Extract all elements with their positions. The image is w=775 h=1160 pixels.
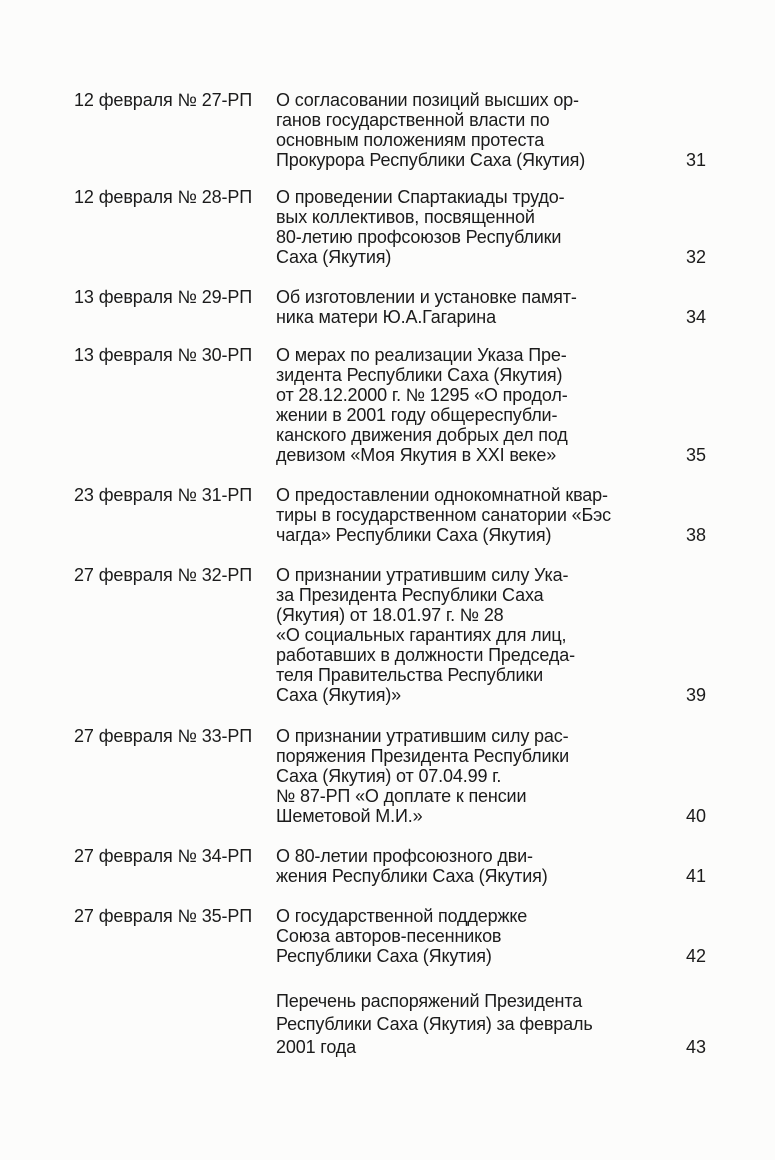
page-number: 43 xyxy=(685,1037,706,1057)
title-line: № 87-РП «О доплате к пенсии xyxy=(276,786,527,806)
title-line: (Якутия) от 18.01.97 г. № 28 xyxy=(276,605,504,625)
page-number: 34 xyxy=(685,307,706,327)
title-line: девизом «Моя Якутия в XXI веке» xyxy=(276,445,557,465)
title-line: Перечень распоряжений Президента xyxy=(276,991,583,1011)
title-line: Шеметовой М.И.» xyxy=(276,806,423,826)
title-line: ганов государственной власти по xyxy=(276,110,550,130)
title-line: от 28.12.2000 г. № 1295 «О продол- xyxy=(276,385,568,405)
entry-date: 27 февраля № 33-РП xyxy=(74,726,253,746)
title-line: за Президента Республики Саха xyxy=(276,585,544,605)
entry-title xyxy=(276,726,656,826)
title-line: канского движения добрых дел под xyxy=(276,425,568,445)
entry-title xyxy=(276,187,656,267)
entry-date: 27 февраля № 35-РП xyxy=(74,906,253,926)
title-line: Республики Саха (Якутия) xyxy=(276,946,492,966)
title-line: зидента Республики Саха (Якутия) xyxy=(276,365,563,385)
title-line: О 80-летии профсоюзного дви- xyxy=(276,846,533,866)
page-number: 40 xyxy=(685,806,706,826)
page-number: 42 xyxy=(685,946,706,966)
entry-date: 13 февраля № 29-РП xyxy=(74,287,253,307)
title-line: Саха (Якутия)» xyxy=(276,685,402,705)
page-number: 31 xyxy=(685,150,706,170)
entry-title xyxy=(276,287,656,327)
entry-title xyxy=(276,565,656,705)
title-line: жения Республики Саха (Якутия) xyxy=(276,866,548,886)
title-line: Саха (Якутия) от 07.04.99 г. xyxy=(276,766,502,786)
title-line: Республики Саха (Якутия) за февраль xyxy=(276,1014,593,1034)
title-line: тиры в государственном санатории «Бэс xyxy=(276,505,612,525)
title-line: О проведении Спартакиады трудо- xyxy=(276,187,565,207)
title-line: Прокурора Республики Саха (Якутия) xyxy=(276,150,586,170)
entry-title xyxy=(276,485,656,545)
title-line: 80-летию профсоюзов Республики xyxy=(276,227,562,247)
title-line: О мерах по реализации Указа Пре- xyxy=(276,345,567,365)
entry-date: 12 февраля № 27-РП xyxy=(74,90,253,110)
title-line: основным положениям протеста xyxy=(276,130,545,150)
title-line: ника матери Ю.А.Гагарина xyxy=(276,307,496,327)
title-line: О признании утратившим силу рас- xyxy=(276,726,569,746)
title-line: О признании утратившим силу Ука- xyxy=(276,565,569,585)
title-line: Союза авторов-песенников xyxy=(276,926,502,946)
entry-title xyxy=(276,90,656,170)
title-line: жении в 2001 году общереспубли- xyxy=(276,405,558,425)
title-line: О государственной поддержке xyxy=(276,906,528,926)
summary-title xyxy=(276,990,656,1059)
page-number: 41 xyxy=(685,866,706,886)
title-line: поряжения Президента Республики xyxy=(276,746,570,766)
title-line: Саха (Якутия) xyxy=(276,247,392,267)
title-line: 2001 года xyxy=(276,1037,356,1057)
page-number: 32 xyxy=(685,247,706,267)
entry-date: 12 февраля № 28-РП xyxy=(74,187,253,207)
title-line: Об изготовлении и установке памят- xyxy=(276,287,577,307)
page-number: 35 xyxy=(685,445,706,465)
title-line: чагда» Республики Саха (Якутия) xyxy=(276,525,552,545)
title-line: «О социальных гарантиях для лиц, xyxy=(276,625,567,645)
title-line: работавших в должности Председа- xyxy=(276,645,575,665)
entry-title xyxy=(276,846,656,886)
page-number: 38 xyxy=(685,525,706,545)
entry-title xyxy=(276,345,656,465)
entry-date: 27 февраля № 32-РП xyxy=(74,565,253,585)
entry-date: 23 февраля № 31-РП xyxy=(74,485,253,505)
entry-date: 13 февраля № 30-РП xyxy=(74,345,253,365)
entry-date: 27 февраля № 34-РП xyxy=(74,846,253,866)
title-line: О предоставлении однокомнатной квар- xyxy=(276,485,608,505)
title-line: теля Правительства Республики xyxy=(276,665,544,685)
entry-title xyxy=(276,906,656,966)
page-number: 39 xyxy=(685,685,706,705)
title-line: вых коллективов, посвященной xyxy=(276,207,535,227)
title-line: О согласовании позиций высших ор- xyxy=(276,90,579,110)
